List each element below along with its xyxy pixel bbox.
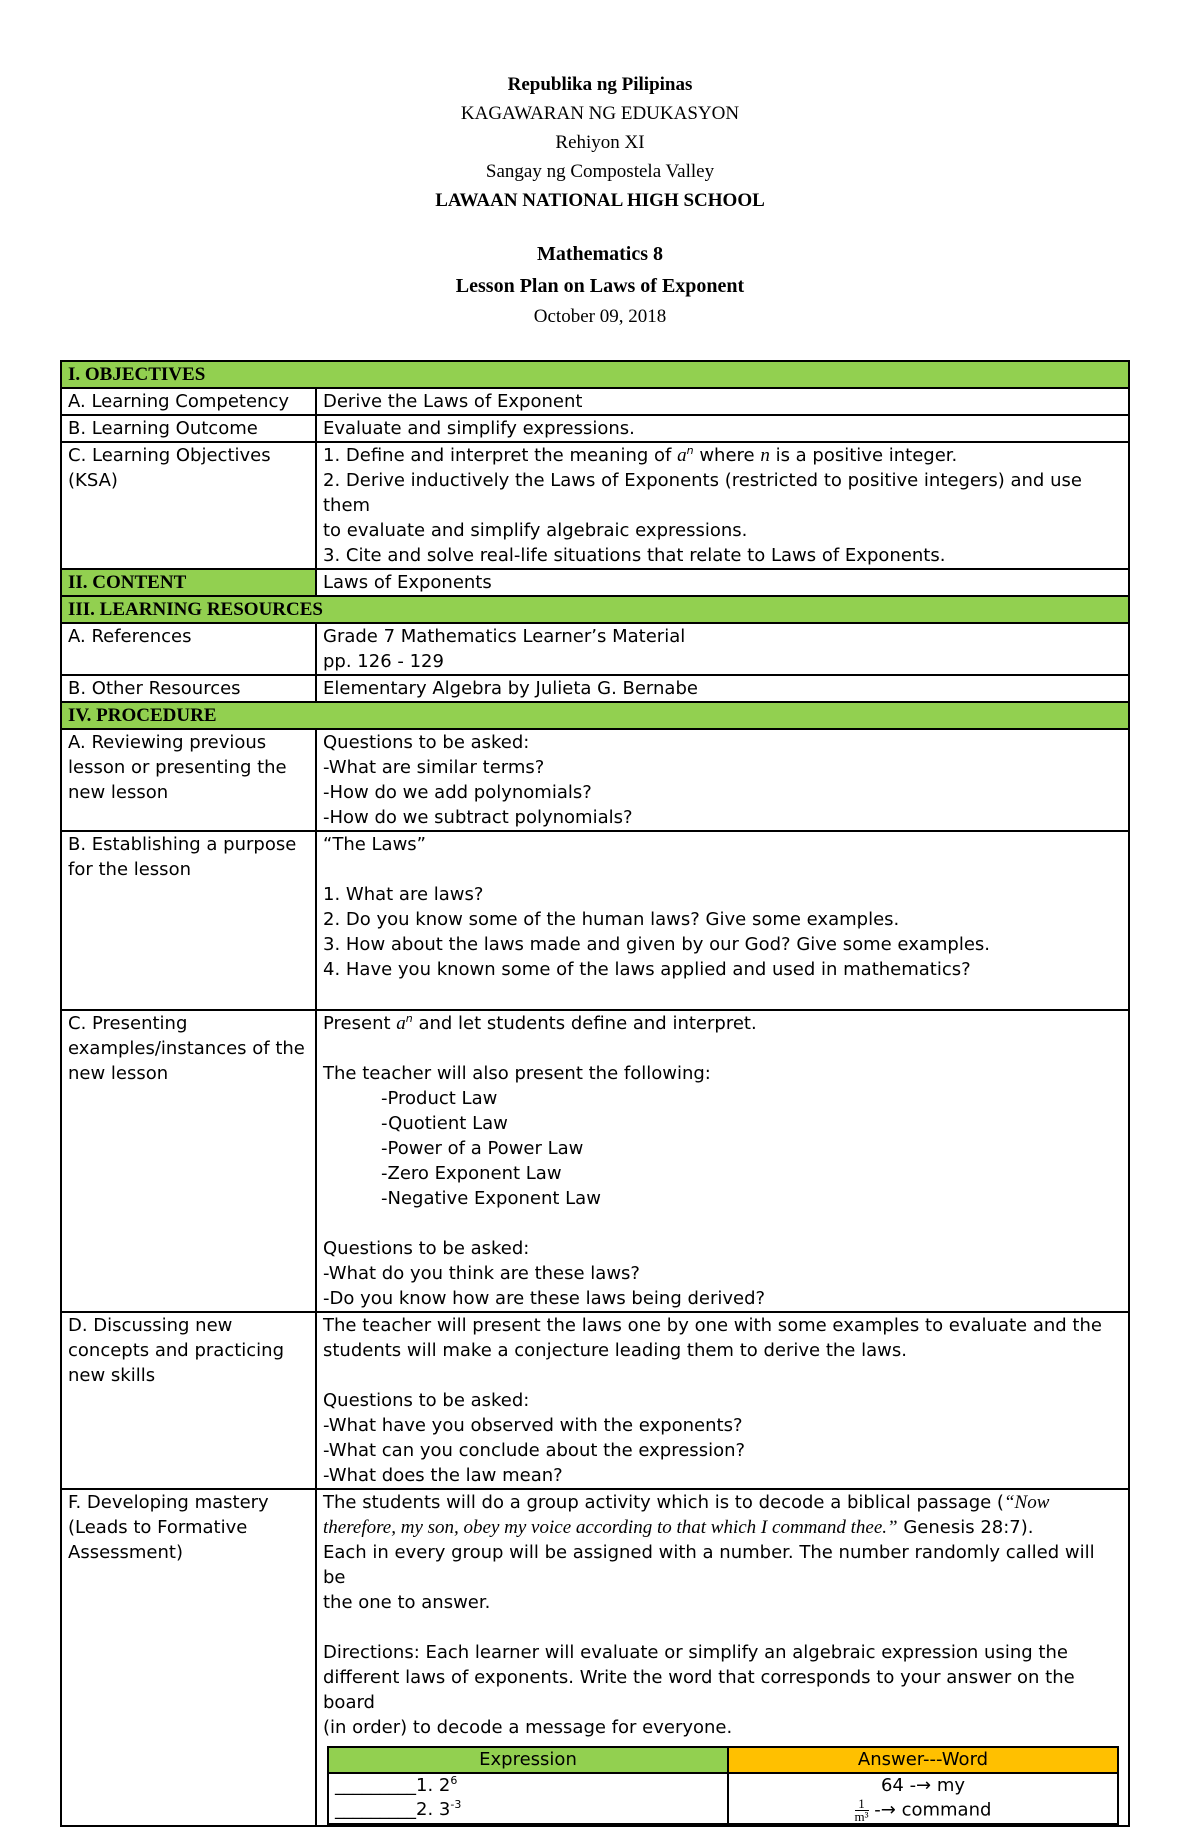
row-label: F. Developing mastery (Leads to Formative Assessment): [61, 1489, 316, 1826]
school-name: LAWAAN NATIONAL HIGH SCHOOL: [435, 190, 765, 211]
row-value: “The Laws” 1. What are laws? 2. Do you know some of the human laws? Give some examples. 3. How about the laws made and given by our God? Give some examples. 4. Have you known some of the laws applied and used in mathematics?: [316, 831, 1129, 1010]
row-value: Elementary Algebra by Julieta G. Bernabe: [316, 675, 1129, 702]
table-row: [61, 729, 1129, 831]
objective-3: 3. Cite and solve real-life situations that relate to Laws of Exponents.: [323, 545, 946, 566]
table-row: [61, 442, 1129, 569]
row-value: [316, 623, 1129, 675]
table-row: [61, 1010, 1129, 1312]
row-label: B. Establishing a purpose for the lesson: [61, 831, 316, 1010]
lesson-plan-table: [60, 360, 1130, 1827]
row-value: Questions to be asked: -What are similar terms? -How do we add polynomials? -How do we subtract polynomials?: [316, 729, 1129, 831]
decode-header-row: [328, 1747, 1118, 1773]
row-label: B. Other Resources: [61, 675, 316, 702]
expression-cell: _________1. $2^6$ _________2. $3^{-3}$: [328, 1773, 728, 1824]
expression-header: Expression: [328, 1747, 728, 1773]
plan-title: Lesson Plan on Laws of Exponent: [455, 275, 745, 297]
section-title: I. OBJECTIVES: [61, 361, 1129, 388]
document-header: [0, 0, 1200, 215]
row-value: Present $a^n$ and let students define and interpret. The teacher will also present the following: -Product Law -Quotient Law -Power of a Power Law -Zero Exponent Law -Negative Exponent Law Questions to be asked: -What do you think are these laws? -Do you know how are these laws being derived?: [316, 1010, 1129, 1312]
row-label: [61, 442, 316, 569]
reference-book: Grade 7 Mathematics Learner’s Material: [323, 626, 686, 647]
region-name: Rehiyon XI: [555, 132, 645, 153]
row-label: D. Discussing new concepts and practicing new skills: [61, 1312, 316, 1489]
row-label: A. References: [61, 623, 316, 675]
decode-row: [328, 1773, 1118, 1824]
section-row-content: [61, 569, 1129, 596]
section-row-objectives: [61, 361, 1129, 388]
row-value: The teacher will present the laws one by one with some examples to evaluate and the students will make a conjecture leading them to derive the laws. Questions to be asked: -What have you observed with the exponents? -What can you conclude about the expression? -What does the law mean?: [316, 1312, 1129, 1489]
row-label: B. Learning Outcome: [61, 415, 316, 442]
objective-2-cont: to evaluate and simplify algebraic expressions.: [323, 520, 748, 541]
answer-header: Answer---Word: [728, 1747, 1118, 1773]
table-row: [61, 1489, 1129, 1826]
row-value: Laws of Exponents: [316, 569, 1129, 596]
table-row: [61, 623, 1129, 675]
row-value: [316, 442, 1129, 569]
section-row-procedure: [61, 702, 1129, 729]
table-row: [61, 675, 1129, 702]
table-row: [61, 831, 1129, 1010]
objective-1: 1. Define and interpret the meaning of $a^n$ where n is a positive integer.: [323, 444, 958, 466]
objective-2: 2. Derive inductively the Laws of Exponents (restricted to positive integers) and use them: [323, 470, 1082, 516]
table-row: [61, 388, 1129, 415]
division-name: Sangay ng Compostela Valley: [485, 161, 715, 182]
section-title: II. CONTENT: [61, 569, 316, 596]
row-value: Derive the Laws of Exponent: [316, 388, 1129, 415]
fraction: $\frac{1}{\text{m³}}$: [854, 1796, 869, 1824]
row-label: A. Reviewing previous lesson or presenting the new lesson: [61, 729, 316, 831]
section-row-resources: [61, 596, 1129, 623]
reference-pages: pp. 126 - 129: [323, 651, 444, 672]
answer-cell: 64 -→ my $\frac{1}{\text{m³}}$ -→ command: [728, 1773, 1118, 1824]
department-name: KAGAWARAN NG EDUKASYON: [460, 103, 740, 124]
lesson-title-block: [0, 238, 1200, 331]
row-value: The students will do a group activity which is to decode a biblical passage (“Now therefore, my son, obey my voice according to that which I command thee.” Genesis 28:7). Each in every group will be assigned with a number. The number randomly called will be the one to answer. Directions: Each learner will evaluate or simplify an algebraic expression using the different laws of exponents. Write the word that corresponds to your answer on the board (in order) to decode a message for everyone. Expression Answer---Word _________1. $2^6$ _________2. $3^{-3}$ 64 -→ my $\frac{1}{\text{m³}}$ -→ command: [316, 1489, 1129, 1826]
subject-title: Mathematics 8: [536, 243, 664, 265]
republic-title: Republika ng Pilipinas: [507, 74, 693, 95]
decode-activity-table: [327, 1746, 1119, 1825]
row-value: Evaluate and simplify expressions.: [316, 415, 1129, 442]
plan-date: October 09, 2018: [533, 306, 667, 327]
section-title: IV. PROCEDURE: [61, 702, 1129, 729]
label-line: C. Learning Objectives: [68, 445, 271, 466]
section-title: III. LEARNING RESOURCES: [61, 596, 1129, 623]
row-label: C. Presenting examples/instances of the new lesson: [61, 1010, 316, 1312]
table-row: [61, 415, 1129, 442]
label-line: (KSA): [68, 470, 118, 491]
table-row: [61, 1312, 1129, 1489]
row-label: A. Learning Competency: [61, 388, 316, 415]
